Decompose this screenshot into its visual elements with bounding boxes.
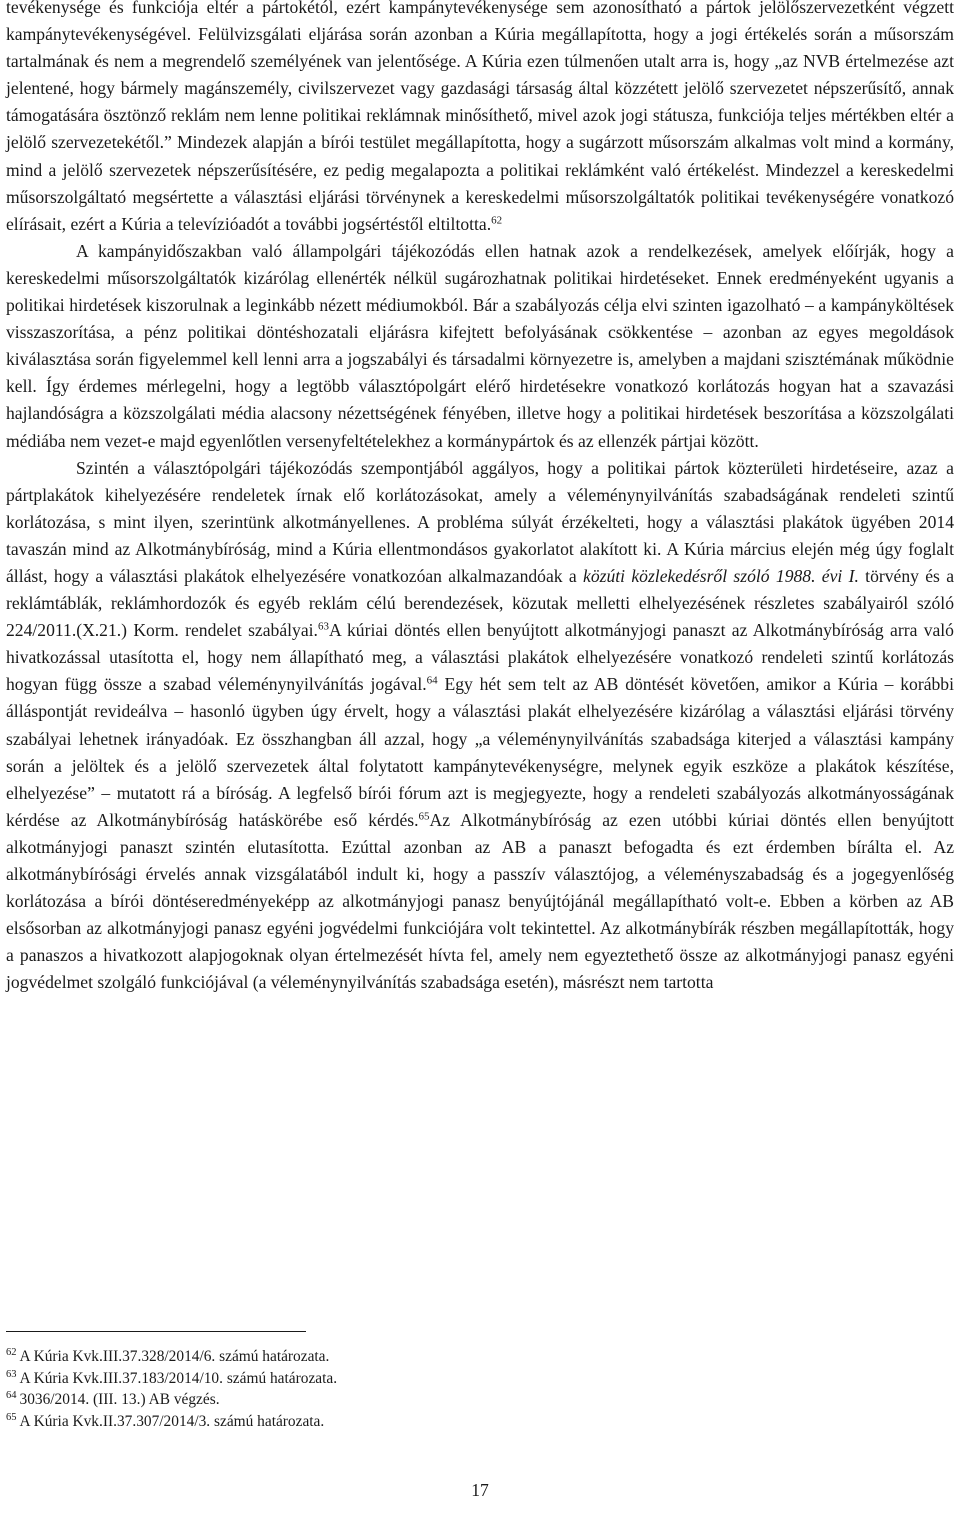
footnote [6,1368,906,1390]
footnote-number: 64 [6,1390,17,1402]
footnote-reference: 65 [418,810,430,823]
body-text [6,0,954,996]
footnote-separator [6,1331,306,1332]
body-paragraph [6,0,954,238]
body-paragraph [6,455,954,997]
footnote [6,1389,906,1411]
footnote [6,1411,906,1433]
paragraph-text: Szintén a választópolgári tájékozódás szempontjából aggályos, hogy a politikai pártok közterületi hirdetéseire, azaz a pártplakátok kihelyezésére rendeletek írnak elő korlátozásokat, amely a véleménynyilvánítás szabadságának rendeleti szintű korlátozása, s mint ilyen, szerintünk alkotmányellenes. A probléma súlyát érzékelteti, hogy a választási plakátok ügyében 2014 tavaszán mind az Alkotmánybíróság, mind a Kúria ellentmondásos gyakorlatot alakított ki. A Kúria március elején még úgy foglalt állást, hogy a választási plakátok elhelyezésére vonatkozóan alkalmazandóak a [6,457,954,586]
paragraph-text: tevékenysége és funkciója eltér a pártokétól, ezért kampánytevékenysége sem azonosítható a pártok jelölőszervezetként végzett kampánytevékenységével. Felülvizsgálati eljárása során azonban a Kúria megállapította, hogy a jogi értékelés során a műsorszám tartalmának és nem a megrendelő személyének van jelentősége. A Kúria ezen túlmenően utalt arra is, hogy „az NVB értelmezése azt jelentené, hogy bármely magánszemély, civilszervezet vagy gazdasági társaság által közzétett jelölő szervezetet népszerűsítő, annak támogatására ösztönző reklám nem lenne politikai reklámnak minősíthető, mivel azok jogi státusza, funkciója teljes mértékben eltér a jelölő szervezetekétől.” Mindezek alapján a bírói testület megállapította, hogy a sugárzott műsorszám alkalmas volt mind a kormány, mind a jelölő szervezetek népszerűsítésére, ez pedig megalapozta a politikai reklámként való értékelést. Mindezzel a kereskedelmi műsorszolgáltató megsértette a választási eljárási törvénynek a kereskedelmi műsorszolgáltatók politikai tevékenységére vonatkozó elírásait, ezért a Kúria a televízióadót a további jogsértéstől eltiltotta. [6,0,954,234]
footnote-text: A Kúria Kvk.III.37.328/2014/6. számú határozata. [19,1348,330,1365]
body-paragraph [6,238,954,455]
footnote-text: 3036/2014. (III. 13.) AB végzés. [19,1391,220,1409]
footnote [6,1346,906,1368]
page-number: 17 [471,1480,489,1500]
footnote-reference: 62 [491,214,503,227]
footnote-number: 65 [6,1412,17,1424]
paragraph-text: törvény és a reklámtáblák, reklámhordozók és egyéb reklám célú berendezések, közutak melletti elhelyezésének részletes szabályairól szóló 224/2011.(X.21.) Korm. rendelet szabályai. [6,565,955,641]
footnotes [6,1346,906,1432]
paragraph-text: A kúriai döntés ellen benyújtott alkotmányjogi panaszt az Alkotmánybíróság arra való hivatkozással utasította el, hogy nem állapítható meg, a választási plakátok elhelyezésére vonatkozó rendeleti szintű korlátozás hogyan függ össze a szabad véleménynyilvánítás jogával. [6,620,954,695]
footnote-reference: 64 [426,674,438,687]
footnote-text: A Kúria Kvk.II.37.307/2014/3. számú határozata. [19,1412,325,1430]
paragraph-text: Az Alkotmánybíróság az ezen utóbbi kúriai döntés ellen benyújtott alkotmányjogi panaszt szintén elutasította. Ezúttal azonban az AB a panaszt befogadta és ezt érdemben bírálta el. Az alkotmánybírósági érvelés annak vizsgálatából indult ki, hogy a passzív választójog, a véleményszabadság és a jogegyenlőség korlátozása a bírói döntéseredményeképp az alkotmányjogi panasz benyújtójánál megállapítható volt-e. Ebben a körben az AB elsősorban az alkotmányjogi panasz egyéni jogvédelmi funkciójára volt tekintettel. Az alkotmánybírák részben megállapították, hogy a panaszos a hivatkozott alapjogoknak olyan értelmezését hívta fel, amely nem egyeztethető össze az alkotmányjogi panasz egyéni jogvédelmet szolgáló funkciójával (a véleménynyilvánítás szabadsága esetén), másrészt nem tartotta [6,809,954,993]
footnote-number: 62 [6,1347,17,1359]
footnote-reference: 63 [317,620,329,633]
footnote-text: A Kúria Kvk.III.37.183/2014/10. számú határozata. [19,1369,338,1387]
paragraph-text: Egy hét sem telt az AB döntését követően, amikor a Kúria – korábbi álláspontját revideálva – hasonló ügyben úgy érvelt, hogy a választási plakát elhelyezésére kizárólag a választási eljárási törvény szabályai lehetnek irányadóak. Ez összhangban áll azzal, hogy „a véleménynyilvánítás szabadsága kiterjed a választási kampány során a jelöltek és a jelölő szervezetek által folytatott kampánytevékenységre, melynek egyik eszköze a plakátok készítése, elhelyezése” – mutatott rá a bíróság. A legfelső bírói fórum azt is megjegyezte, hogy a rendeleti szabályozás alkotmányosságának kérdése az Alkotmánybíróság hatáskörébe eső kérdés. [6,674,954,830]
italic-citation: közúti közlekedésről szóló 1988. évi I. [583,565,859,586]
footnote-number: 63 [6,1368,17,1380]
paragraph-text: A kampányidőszakban való állampolgári tájékozódás ellen hatnak azok a rendelkezések, amelyek előírják, hogy a kereskedelmi műsorszolgáltatók kizárólag ellenérték nélkül sugározhatnak politikai hirdetéseket. Ennek eredményeként ugyanis a politikai hirdetések kiszorulnak a leginkább nézett médiumokból. Bár a szabályozás célja elvi szinten igazolható – a kampányköltések visszaszorítása, a pénz politikai döntéshozatali eljárásra kifejtett befolyásának csökkentése – azonban az egyes megoldások kiválasztása során figyelemmel kell lenni arra a jogszabályi és társadalmi környezetre is, amelyben a majdani szisztémának működnie kell. Így érdemes mérlegelni, hogy a legtöbb választópolgárt elérő hirdetésekre vonatkozó korlátozás hogyan hat a szavazási hajlandóságra a közszolgálati média alacsony nézettségének fényében, illetve hogy a politikai hirdetések beszorítása a közszolgálati médiába nem vezet-e majd egyenlőtlen versenyfeltételekhez a kormánypártok és az ellenzék pártjai között. [6,240,954,451]
